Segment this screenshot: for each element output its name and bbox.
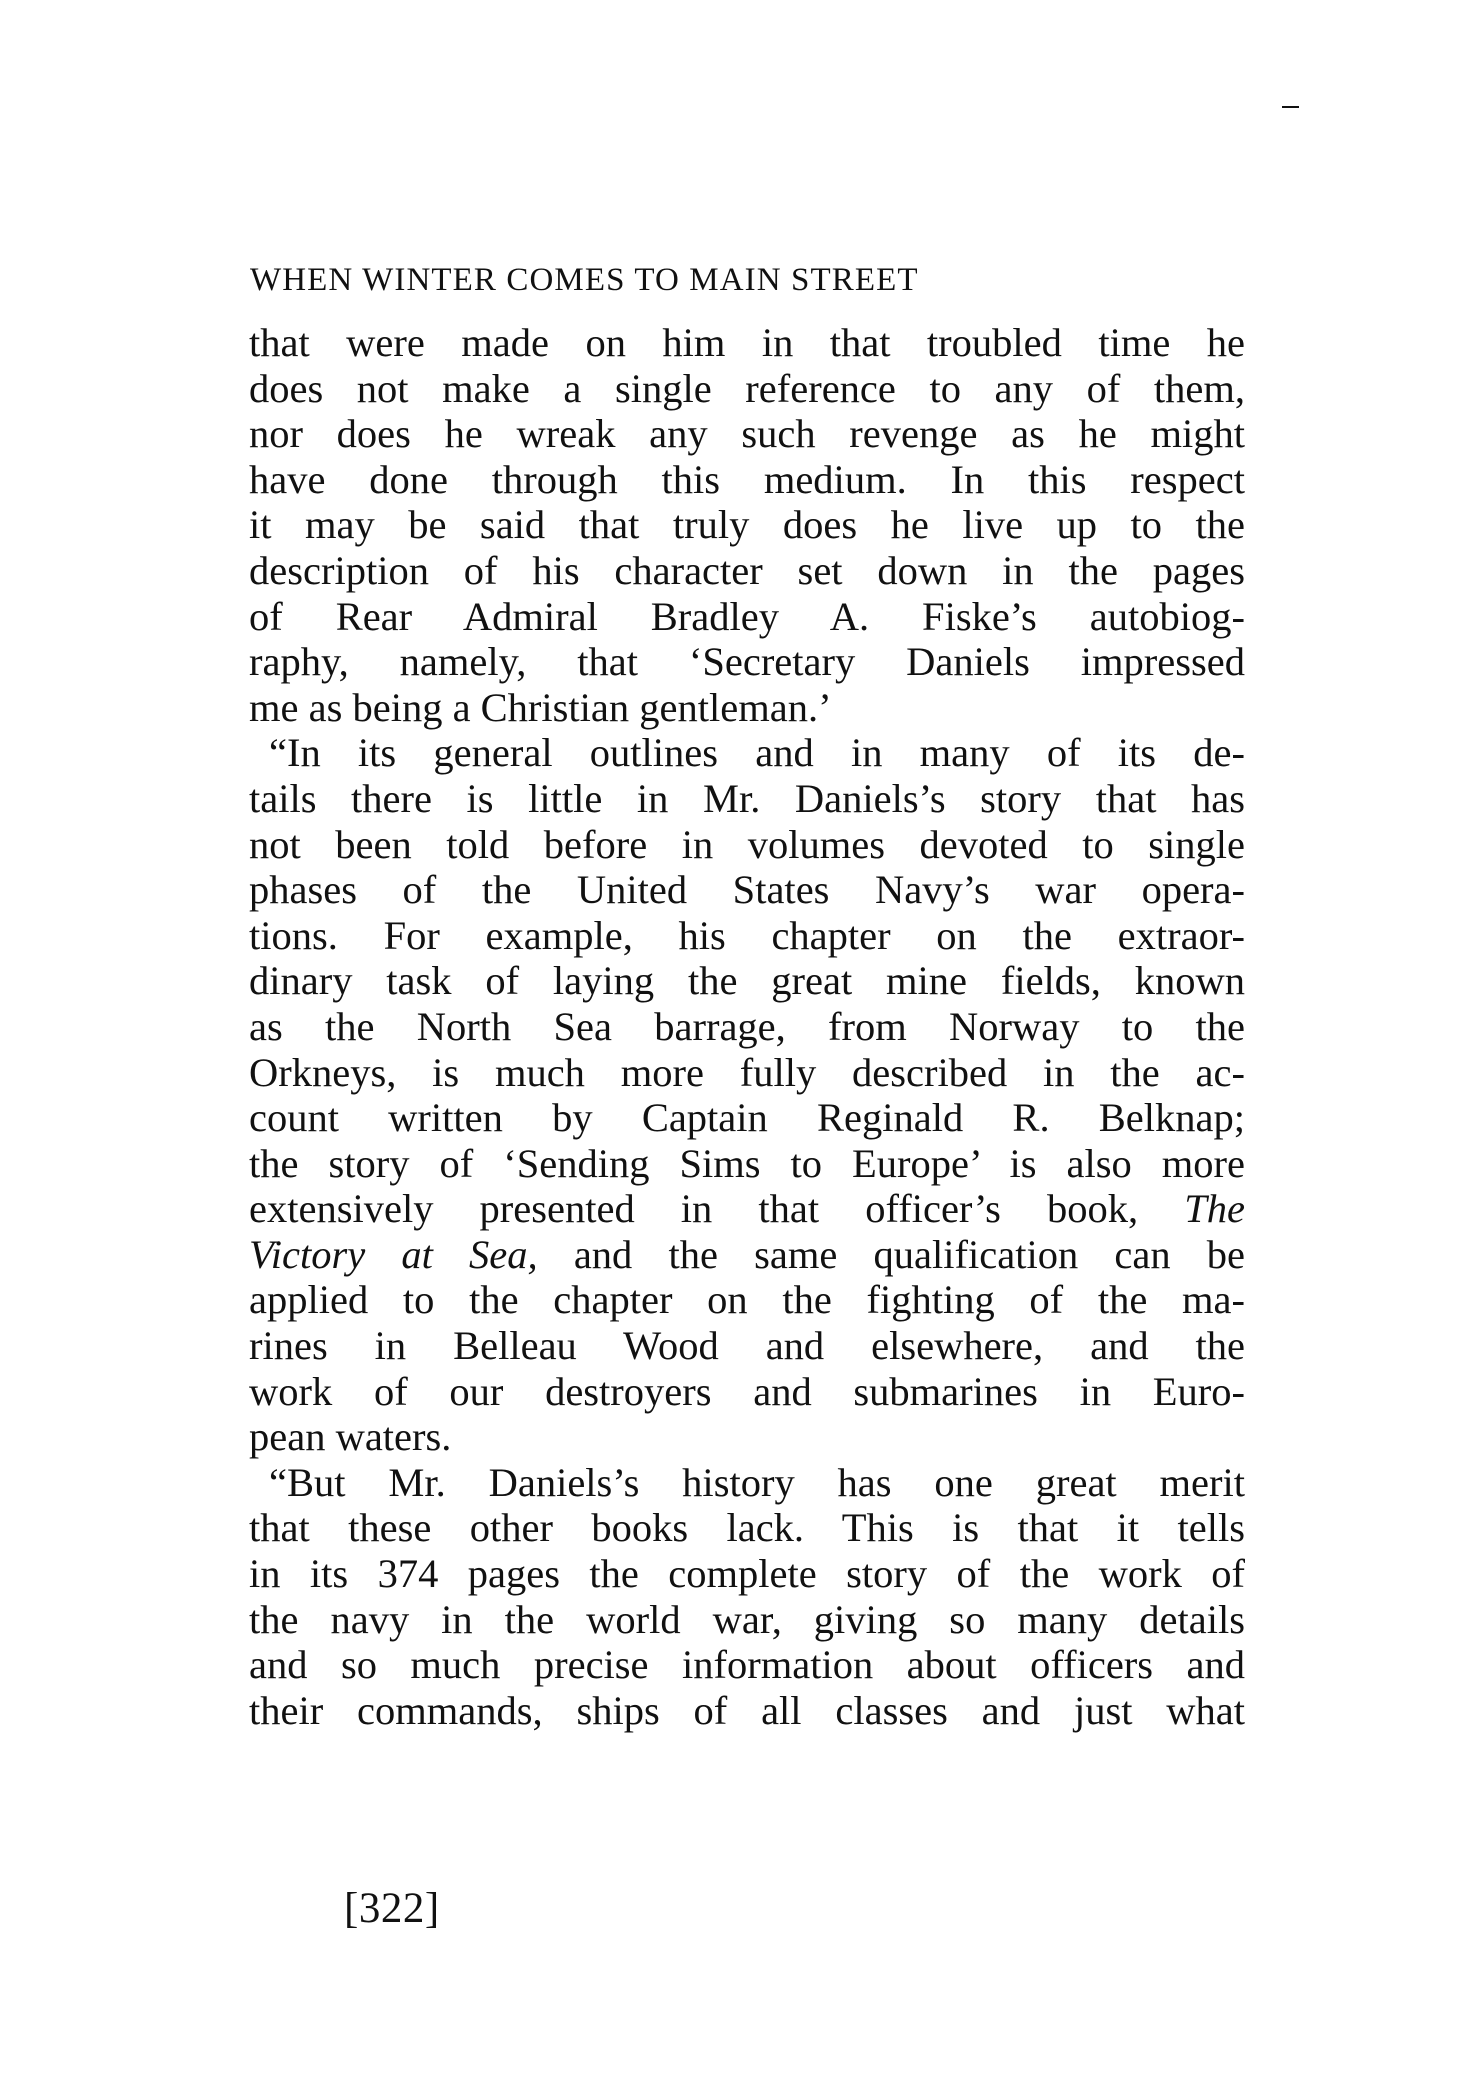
body-text	[249, 320, 1245, 1733]
text-line: of Rear Admiral Bradley A. Fiske’s autobiog-	[249, 593, 1245, 639]
text-line: work of our destroyers and submarines in Euro-	[249, 1368, 1245, 1414]
text-line: in its 374 pages the complete story of the work of	[249, 1551, 1245, 1597]
text-line: it may be said that truly does he live up to the	[249, 502, 1245, 548]
text-line: Victory at Sea, and the same qualification can be	[249, 1231, 1245, 1277]
text-line: rines in Belleau Wood and elsewhere, and the	[249, 1323, 1245, 1369]
text-line: that were made on him in that troubled time he	[249, 320, 1245, 365]
text-line: applied to the chapter on the fighting of the ma-	[249, 1277, 1245, 1323]
text-line: and so much precise information about officers and	[249, 1642, 1245, 1688]
text-line: nor does he wreak any such revenge as he might	[249, 411, 1245, 457]
text-line: count written by Captain Reginald R. Belknap;	[249, 1095, 1245, 1141]
paragraph-start-line: “In its general outlines and in many of its de-	[269, 730, 1245, 776]
paragraph-end-line: me as being a Christian gentleman.’	[249, 684, 832, 730]
corner-dash-mark	[1282, 106, 1299, 108]
text-line: raphy, namely, that ‘Secretary Daniels impressed	[249, 639, 1245, 685]
text-line: that these other books lack. This is that it tells	[249, 1505, 1245, 1551]
text-line: the navy in the world war, giving so many details	[249, 1596, 1245, 1642]
text-line: have done through this medium. In this respect	[249, 456, 1245, 502]
text-line: tions. For example, his chapter on the extraor-	[249, 912, 1245, 958]
text-line: their commands, ships of all classes and just what	[249, 1687, 1245, 1733]
text-line: Orkneys, is much more fully described in the ac-	[249, 1049, 1245, 1095]
text-line: phases of the United States Navy’s war opera-	[249, 867, 1245, 913]
text-line: tails there is little in Mr. Daniels’s story that has	[249, 775, 1245, 821]
book-title-italic: The	[1184, 1186, 1245, 1232]
text-line: not been told before in volumes devoted to single	[249, 821, 1245, 867]
book-title-italic: Victory at Sea,	[249, 1231, 538, 1277]
page-number: [322]	[344, 1885, 440, 1932]
text-line: dinary task of laying the great mine fields, known	[249, 958, 1245, 1004]
text-line: the story of ‘Sending Sims to Europe’ is also more	[249, 1140, 1245, 1186]
text-line: description of his character set down in the pages	[249, 547, 1245, 593]
paragraph-start-line: “But Mr. Daniels’s history has one great merit	[269, 1459, 1245, 1505]
text-line: does not make a single reference to any of them,	[249, 365, 1245, 411]
running-head: WHEN WINTER COMES TO MAIN STREET	[250, 262, 919, 298]
text-line: extensively presented in that officer’s book, The	[249, 1186, 1245, 1232]
text-line: as the North Sea barrage, from Norway to the	[249, 1003, 1245, 1049]
paragraph-end-line: pean waters.	[249, 1414, 452, 1460]
